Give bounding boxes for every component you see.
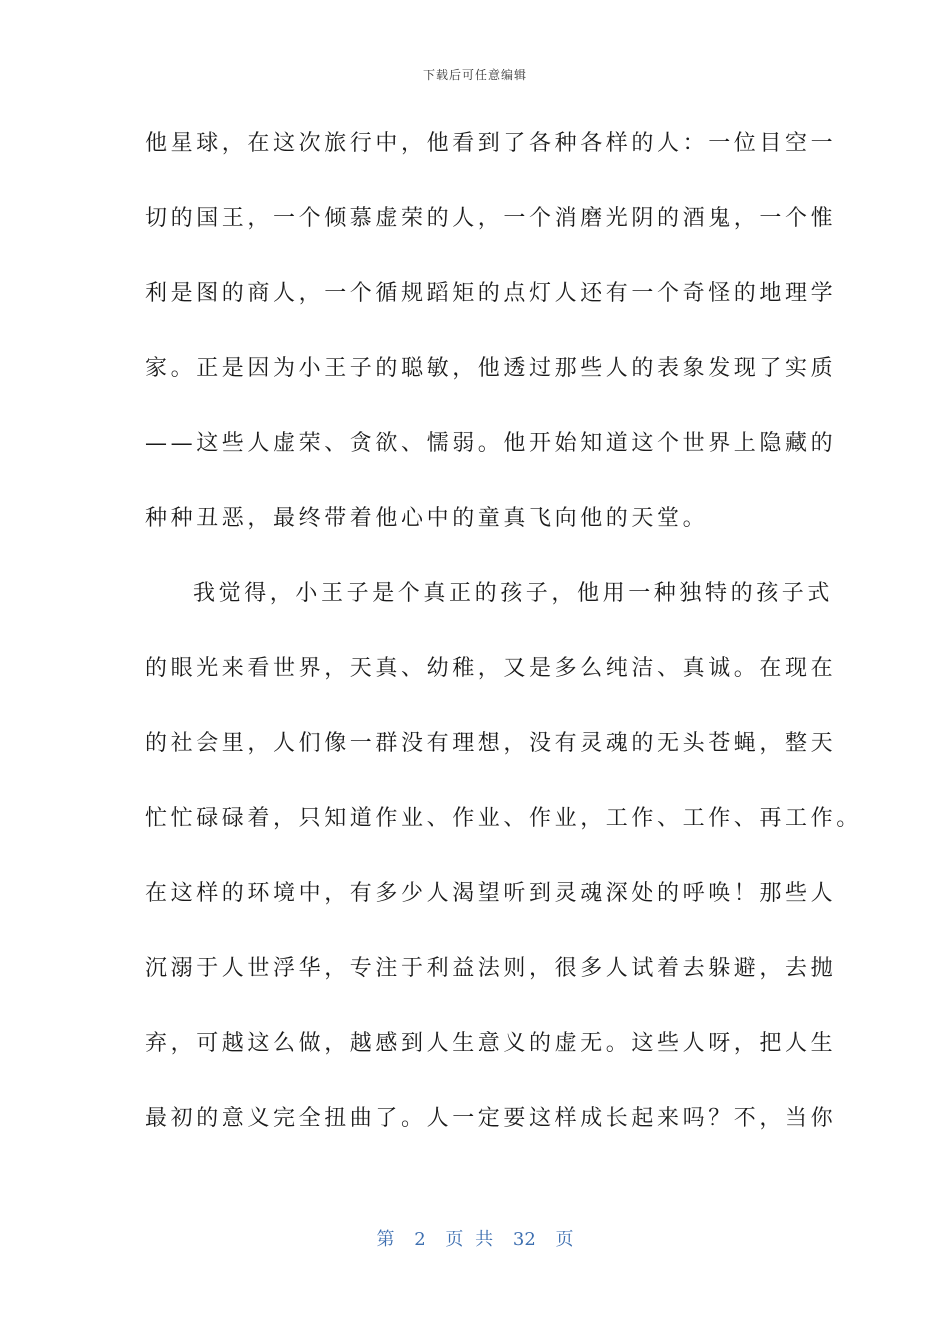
paragraph-first-line: 我觉得，小王子是个真正的孩子，他用一种独特的孩子式 (193, 581, 834, 606)
document-body (145, 120, 862, 1170)
text-line: 他星球，在这次旅行中，他看到了各种各样的人：一位目空一 (145, 131, 837, 156)
text-line: 忙忙碌碌着，只知道作业、作业、作业，工作、工作、再工作。 (145, 806, 862, 831)
text-line: 沉溺于人世浮华，专注于利益法则，很多人试着去躲避，去抛 (145, 956, 837, 981)
text-line: ——这些人虚荣、贪欲、懦弱。他开始知道这个世界上隐藏的 (145, 431, 837, 456)
text-line: 在这样的环境中，有多少人渴望听到灵魂深处的呼唤！那些人 (145, 881, 837, 906)
text-line: 的社会里，人们像一群没有理想，没有灵魂的无头苍蝇，整天 (145, 731, 837, 756)
footer-suffix: 页 (555, 1229, 574, 1250)
footer-prefix: 第 (376, 1229, 395, 1250)
text-line: 切的国王，一个倾慕虚荣的人，一个消磨光阴的酒鬼，一个惟 (145, 206, 837, 231)
text-line: 弃，可越这么做，越感到人生意义的虚无。这些人呀，把人生 (145, 1031, 837, 1056)
page-footer (0, 1225, 950, 1251)
page-header: 下载后可任意编辑 (422, 68, 527, 82)
text-line: 的眼光来看世界，天真、幼稚，又是多么纯洁、真诚。在现在 (145, 656, 837, 681)
text-line: 种种丑恶，最终带着他心中的童真飞向他的天堂。 (145, 506, 709, 531)
total-page-count: 32 (512, 1229, 536, 1250)
text-line: 最初的意义完全扭曲了。人一定要这样成长起来吗？不，当你 (145, 1106, 837, 1131)
current-page-number: 2 (414, 1229, 426, 1250)
footer-middle: 页 共 (445, 1229, 494, 1250)
text-line: 利是图的商人，一个循规蹈矩的点灯人还有一个奇怪的地理学 (145, 281, 837, 306)
text-line: 家。正是因为小王子的聪敏，他透过那些人的表象发现了实质 (145, 356, 837, 381)
